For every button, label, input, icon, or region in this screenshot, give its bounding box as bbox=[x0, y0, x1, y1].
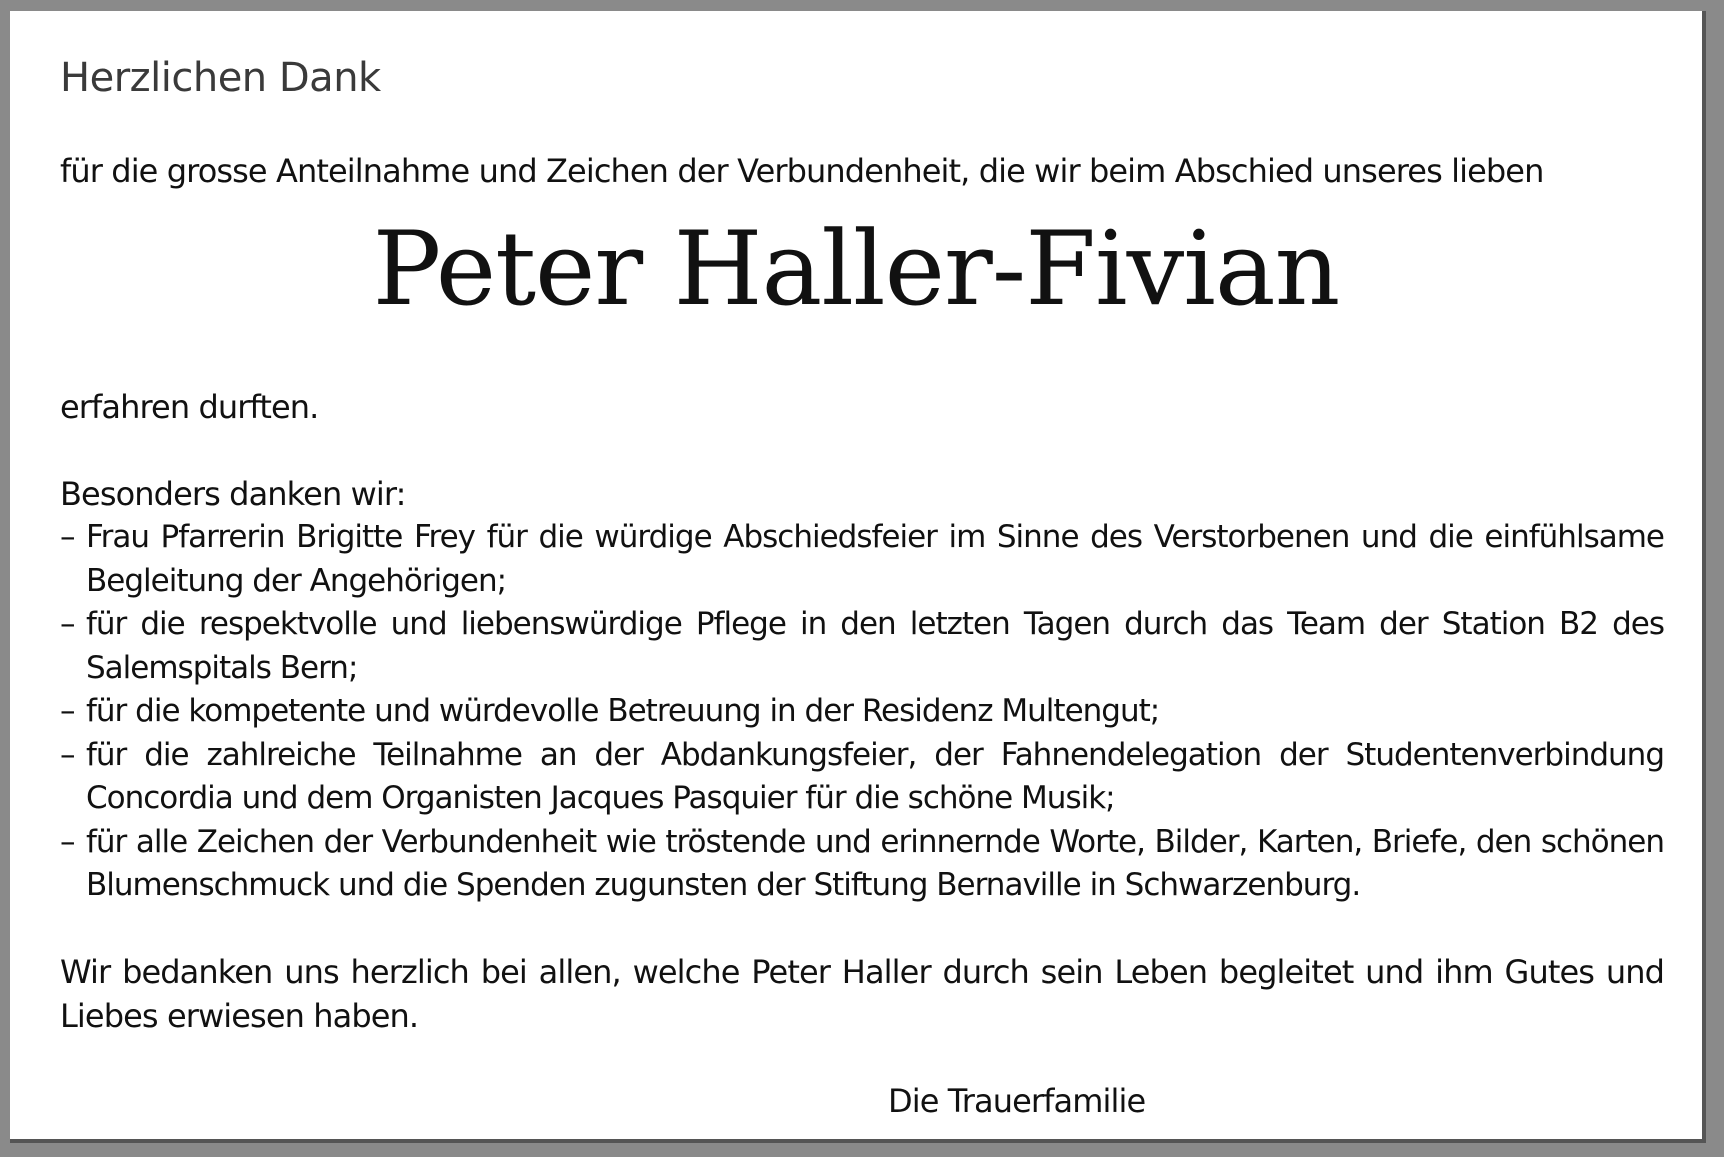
obituary-notice bbox=[10, 11, 1706, 1143]
thanks-item-care-team bbox=[60, 603, 1664, 690]
closing-text: Wir bedanken uns herzlich bei allen, welche Peter Haller durch sein Leben begleitet und ihm Gutes und Liebes erwiesen haben. bbox=[60, 953, 1664, 1035]
thanks-item-text: Frau Pfarrerin Brigitte Frey für die würdige Abschiedsfeier im Sinne des Verstorbenen und die einfühlsame Begleitung der Angehörigen; bbox=[86, 519, 1664, 599]
thanks-item-text: für alle Zeichen der Verbundenheit wie tröstende und erinnernde Worte, Bilder, Karten, Briefe, den schönen Blumenschmuck und die Spenden zugunsten der Stiftung Bernaville in Schwarzenburg. bbox=[86, 823, 1664, 903]
thanks-item-ceremony bbox=[60, 734, 1664, 821]
list-dash: – bbox=[60, 519, 75, 555]
thanks-item-residence bbox=[60, 690, 1664, 734]
thanks-list bbox=[60, 516, 1664, 908]
intro-text: für die grosse Anteilnahme und Zeichen der Verbundenheit, die wir beim Abschied unseres lieben bbox=[60, 152, 1544, 190]
thanks-item-text: für die respektvolle und liebenswürdige Pflege in den letzten Tagen durch das Team der Station B2 des Salemspitals Bern; bbox=[86, 606, 1664, 686]
deceased-name: Peter Haller-Fivian bbox=[372, 210, 1340, 329]
thanks-item-solidarity bbox=[60, 821, 1664, 908]
signature: Die Trauerfamilie bbox=[888, 1082, 1146, 1120]
thanks-item-text: für die zahlreiche Teilnahme an der Abdankungsfeier, der Fahnendelegation der Studentenverbindung Concordia und dem Organisten Jacques Pasquier für die schöne Musik; bbox=[86, 736, 1664, 816]
thanks-heading: Besonders danken wir: bbox=[60, 475, 406, 513]
list-dash: – bbox=[60, 693, 75, 729]
list-dash: – bbox=[60, 606, 75, 642]
thanks-item-text: für die kompetente und würdevolle Betreuung in der Residenz Multengut; bbox=[86, 693, 1160, 729]
list-dash: – bbox=[60, 736, 75, 773]
greeting-heading: Herzlichen Dank bbox=[60, 55, 381, 101]
list-dash: – bbox=[60, 823, 75, 860]
thanks-item-pastor bbox=[60, 516, 1664, 603]
experienced-text: erfahren durften. bbox=[60, 388, 319, 426]
